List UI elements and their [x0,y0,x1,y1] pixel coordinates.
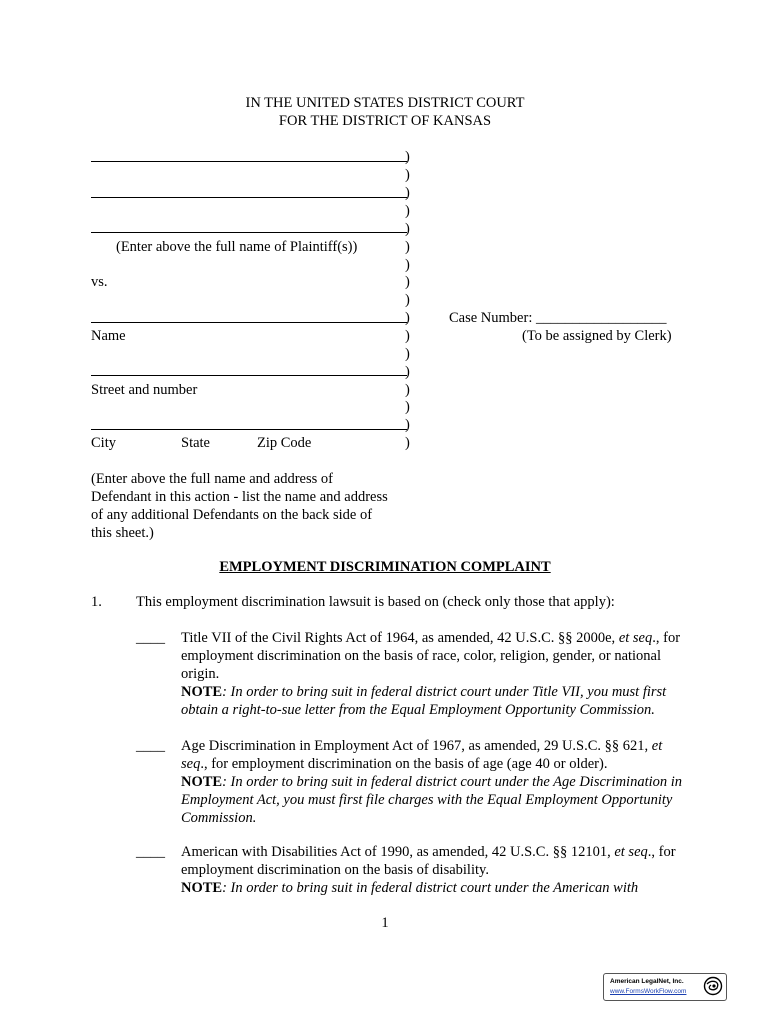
defendant-name-line[interactable] [91,322,407,323]
note-label: NOTE [181,774,223,790]
publisher-stamp [603,973,727,1001]
caption-paren: ) [405,399,410,415]
caption-paren: ) [405,364,410,380]
court-name: IN THE UNITED STATES DISTRICT COURT [245,95,525,111]
caption-paren: ) [405,185,410,201]
plaintiff-line-3[interactable] [91,232,407,233]
plaintiff-line-2[interactable] [91,197,407,198]
caption-paren: ) [405,221,410,237]
city-label: City [91,435,116,451]
street-label: Street and number [91,382,198,398]
caption-paren: ) [405,239,410,255]
item-text: This employment discrimination lawsuit is based on (check only those that apply): [136,594,615,610]
caption-paren: ) [405,382,410,398]
et-seq: et seq [618,630,653,646]
note-text: : In order to bring suit in federal district court under Title VII, you must first obtain a right-to-sue letter from the Equal Employment Opportunity Commission. [181,684,667,718]
caption-paren: ) [405,274,410,290]
caption-paren: ) [405,203,410,219]
defendant-street-line[interactable] [91,375,407,376]
plaintiff-line-1[interactable] [91,161,407,162]
option-text: ., for employment discrimination on the basis of age (age 40 or older). [200,756,608,772]
caption-paren: ) [405,346,410,362]
defendant-city-line[interactable] [91,429,407,430]
defendant-instructions-line: of any additional Defendants on the back side of [91,507,373,523]
ada-checkbox[interactable]: ____ [136,844,165,860]
state-label: State [181,435,210,451]
title-vii-option [181,629,691,719]
case-number-note: (To be assigned by Clerk) [522,328,672,344]
defendant-instructions-line: (Enter above the full name and address of [91,471,333,487]
versus-label: vs. [91,274,108,290]
globe-logo-icon [703,976,723,996]
adea-option [181,737,691,827]
option-text: Age Discrimination in Employment Act of 1967, as amended, 29 U.S.C. §§ 621, [181,738,652,754]
note-text: : In order to bring suit in federal district court under the Age Discrimination in Employment Act, you must first file charges with the Equal Employment Opportunity Commission. [181,774,683,826]
note-label: NOTE [181,684,223,700]
option-text: ., for employment discrimination on the basis of race, color, religion, gender, or national origin. [181,630,681,682]
item-number: 1. [91,594,102,610]
note-label: NOTE [181,880,223,896]
defendant-name-label: Name [91,328,126,344]
option-text: Title VII of the Civil Rights Act of 1964, as amended, 42 U.S.C. §§ 2000e, [181,630,619,646]
option-text: American with Disabilities Act of 1990, as amended, 42 U.S.C. §§ 12101, [181,844,615,860]
caption-paren: ) [405,310,410,326]
court-district: FOR THE DISTRICT OF KANSAS [278,113,492,129]
adea-checkbox[interactable]: ____ [136,738,165,754]
et-seq: et seq [181,738,663,772]
title-vii-checkbox[interactable]: ____ [136,630,165,646]
case-number-field[interactable]: Case Number: __________________ [449,310,667,326]
caption-paren: ) [405,257,410,273]
page-number: 1 [381,915,389,931]
caption-paren: ) [405,417,410,433]
caption-paren: ) [405,328,410,344]
defendant-instructions-line: Defendant in this action - list the name and address [91,489,388,505]
caption-paren: ) [405,435,410,451]
complaint-title: EMPLOYMENT DISCRIMINATION COMPLAINT [219,559,551,575]
caption-paren: ) [405,167,410,183]
defendant-instructions-line: this sheet.) [91,525,154,541]
ada-option [181,843,691,897]
caption-paren: ) [405,149,410,165]
note-text: : In order to bring suit in federal district court under the American with [222,880,639,896]
caption-paren: ) [405,292,410,308]
publisher-name: American LegalNet, Inc. [610,978,684,985]
et-seq: et seq [614,844,648,860]
zip-label: Zip Code [257,435,312,451]
publisher-link[interactable]: www.FormsWorkFlow.com [610,988,687,995]
option-text: ., for employment discrimination on the basis of disability. [181,844,676,878]
plaintiff-label: (Enter above the full name of Plaintiff(s)) [116,239,358,255]
